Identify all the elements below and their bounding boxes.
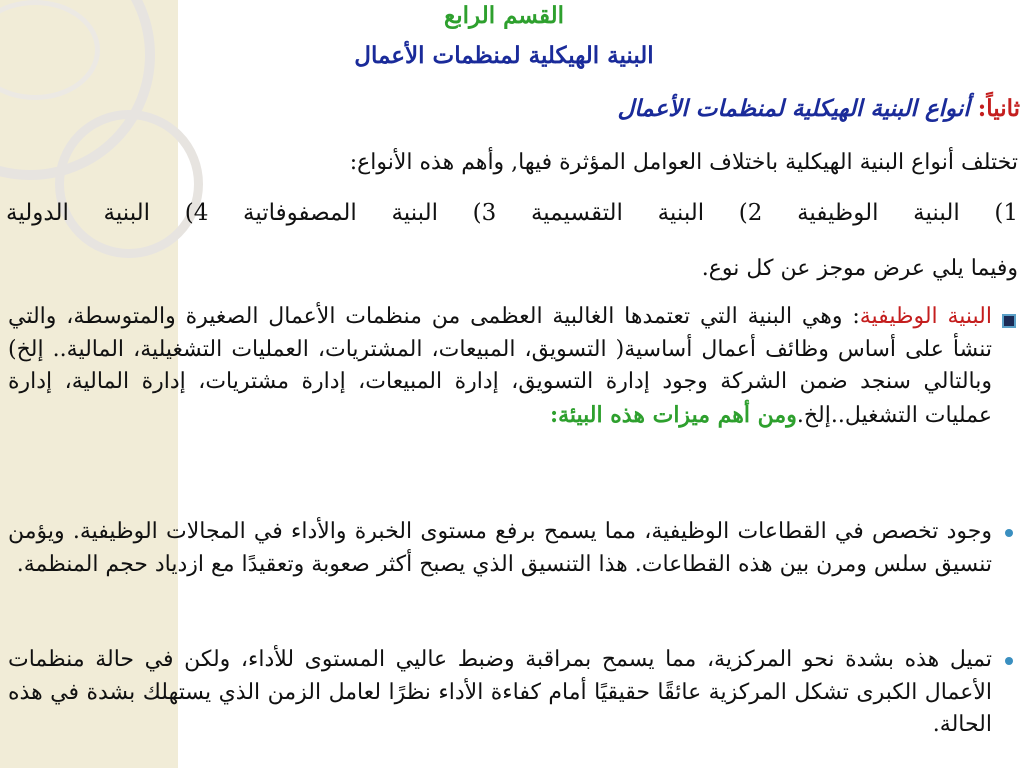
bullet-highlight: ومن أهم ميزات هذه البيئة: bbox=[549, 401, 797, 428]
section-title: القسم الرابع bbox=[444, 2, 564, 29]
bullet-body: وجود تخصص في القطاعات الوظيفية، مما يسمح برفع مستوى الخبرة والأداء في المجالات الوظيفية. ويؤمن تنسيق سلس ومرن بين هذه القطاعات. هذا التنسيق الذي يصبح أكثر صعوبة وتعقيدًا مع ازدياد حجم المنظمة. bbox=[8, 519, 992, 577]
overview-line: وفيما يلي عرض موجز عن كل نوع. bbox=[701, 256, 1018, 281]
subheading-title: أنواع البنية الهيكلية لمنظمات الأعمال bbox=[617, 95, 970, 122]
bullet-specialization bbox=[8, 516, 1016, 581]
bullet-term: البنية الوظيفية bbox=[859, 304, 992, 329]
topic-title: البنية الهيكلية لمنظمات الأعمال bbox=[354, 42, 654, 69]
types-list-line: 1) البنية الوظيفية 2) البنية التقسيمية 3) البنية المصفوفاتية 4) البنية الدولية bbox=[6, 200, 1018, 226]
bullet-centralization bbox=[8, 644, 1016, 742]
bullet-body: تميل هذه بشدة نحو المركزية، مما يسمح بمراقبة وضبط عاليي المستوى للأداء، ولكن في حالة منظمات الأعمال الكبرى تشكل المركزية عائقًا حقيقيًا أمام كفاءة الأداء نظرًا لعامل الزمن الذي يستهلك بشدة في هذه الحالة. bbox=[8, 647, 992, 737]
subheading bbox=[618, 95, 1020, 122]
square-bullet-icon bbox=[1002, 314, 1016, 328]
bullet-body: : وهي البنية التي تعتمدها الغالبية العظمى من منظمات الأعمال الصغيرة والمتوسطة، والتي تنشأ على أساس وظائف أعمال أساسية( التسويق، المبيعات، المشتريات، العمليات التشغيلية، المالية.. إلخ) وبالتالي سنجد ضمن الشركة وجود إدارة التسويق، إدارة المبيعات، إدارة مشتريات، إدارة المالية، إدارة عمليات التشغيل..إلخ. bbox=[8, 304, 992, 428]
dot-bullet-icon bbox=[1005, 529, 1013, 537]
bullet-functional-structure bbox=[8, 301, 1016, 432]
dot-bullet-icon bbox=[1005, 657, 1013, 665]
intro-line: تختلف أنواع البنية الهيكلية باختلاف العوامل المؤثرة فيها, وأهم هذه الأنواع: bbox=[349, 150, 1018, 175]
subheading-prefix: ثانياً: bbox=[977, 95, 1020, 122]
